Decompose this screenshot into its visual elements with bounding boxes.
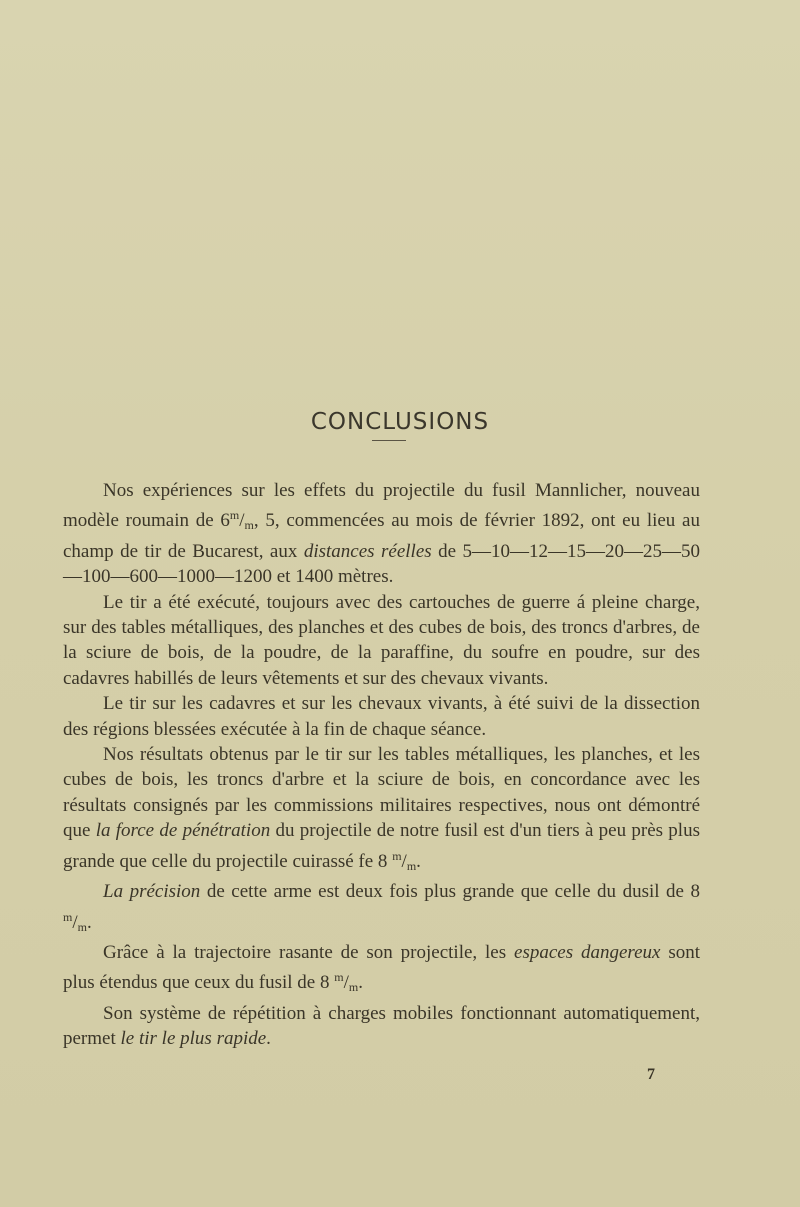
page-title: CONCLUSIONS [310, 409, 490, 436]
p1-unit-sup: m [229, 508, 240, 523]
p4-italic: la force de pénétration [95, 820, 271, 842]
p6-unit-sup: m [334, 970, 344, 985]
p6-text-c: . [358, 972, 363, 994]
p6-text-a: Grâce à la trajectoire rasante de son projectile, les [103, 941, 507, 963]
p6-unit-sub: m [348, 980, 359, 995]
p5-text-a: de cette arme est deux fois plus grande que celle du dusil de 8 [206, 881, 701, 903]
paragraph-1 [63, 478, 700, 590]
p6-italic: espaces dangereux [514, 941, 661, 963]
page-number: 7 [647, 1066, 655, 1083]
p1-text-b: , 5, commencées au mois de février 1892, ont eu lieu au champ de tir de Bucarest, aux [63, 510, 700, 562]
p5-unit-sup: m [63, 909, 73, 924]
paragraph-4 [63, 742, 700, 879]
body-text [63, 478, 700, 1052]
p4-unit-sub: m [406, 858, 417, 873]
p1-unit-sub: m [244, 518, 254, 533]
p1-unit-slash: / [239, 510, 245, 532]
title-divider [372, 440, 406, 441]
p7-italic: le tir le plus rapide [120, 1028, 267, 1050]
p4-text-a: Nos résultats obtenus par le tir sur les tables métalliques, les planches, et les cubes de bois, les troncs d'arbre et la sciure de bois, en concordance avec les résultats consignés par les commissions militaires respectives, nous ont démontré que [63, 744, 700, 842]
p6-unit-slash: / [343, 972, 349, 994]
p4-text-b: du projectile de notre fusil est d'un tiers à peu près plus grande que celle du projectile cuirassé fe 8 [63, 820, 700, 872]
p1-text-a: Nos expériences sur les effets du projectile du fusil Mannlicher, nouveau modèle roumain de 6 [63, 480, 700, 532]
p4-unit-sup: m [392, 848, 402, 863]
paragraph-6 [63, 940, 700, 1001]
paragraph-5 [63, 879, 700, 940]
p5-unit-sub: m [77, 919, 87, 934]
p4-text-c: . [416, 850, 421, 872]
p6-text-b: sont plus étendus que ceux du fusil de 8 [63, 941, 701, 994]
paragraph-7 [63, 1001, 700, 1052]
p5-unit-slash: / [72, 911, 78, 933]
p7-text-b: . [266, 1028, 271, 1050]
p1-italic: distances réelles [303, 540, 432, 562]
p7-text-a: Son système de répétition à charges mobiles fonctionnant automatiquement, permet [63, 1002, 700, 1050]
p4-unit-slash: / [401, 850, 407, 872]
p5-italic: La précision [103, 881, 201, 903]
p1-text-c: de 5—10—12—15—20—25—50—100—600—1000—1200 et 1400 mètres. [63, 540, 701, 588]
paragraph-2: Le tir a été exécuté, toujours avec des cartouches de guerre á pleine charge, sur des tables métalliques, des planches et des cubes de bois, des troncs d'arbres, de la sciure de bois, de la poudre, de la paraffine, du soufre en poudre, sur des cadavres habillés de leurs vêtements et sur des chevaux vivants. [63, 591, 700, 689]
paragraph-3: Le tir sur les cadavres et sur les chevaux vivants, à été suivi de la dissection des régions blessées exécutée à la fin de chaque séance. [63, 693, 700, 740]
p5-text-b: . [86, 911, 92, 933]
